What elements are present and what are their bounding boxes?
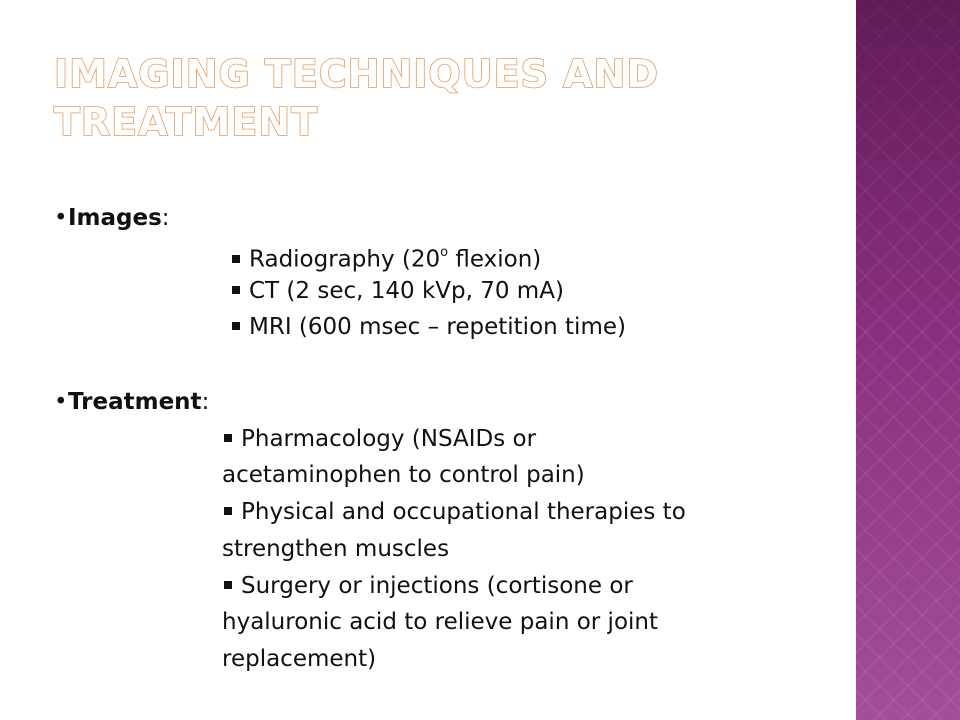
treatment-item-text: Pharmacology (NSAIDs or [241, 426, 537, 452]
treatment-item-text: acetaminophen to control pain) [222, 462, 585, 488]
treatment-item-pharmacology-cont [222, 457, 585, 493]
images-heading: Images [68, 205, 162, 231]
treatment-heading: Treatment [68, 389, 202, 415]
round-bullet-icon: • [54, 389, 68, 415]
treatment-colon: : [201, 389, 210, 415]
degree-superscript: o [440, 245, 449, 260]
square-bullet-icon [224, 581, 232, 589]
treatment-item-text: replacement) [222, 646, 377, 672]
title-line-2: TREATMENT [54, 100, 319, 144]
treatment-item-text: Surgery or injections (cortisone or [241, 573, 633, 599]
treatment-item-therapies-cont [222, 531, 449, 567]
treatment-item-text: Physical and occupational therapies to [241, 499, 686, 525]
treatment-item-therapies [222, 494, 686, 530]
images-item-text: CT (2 sec, 140 kVp, 70 mA) [249, 278, 564, 304]
images-heading-item [54, 200, 170, 236]
title-line-1: IMAGING TECHNIQUES AND [54, 52, 659, 96]
images-item-mri [230, 309, 626, 345]
images-colon: : [161, 205, 170, 231]
square-bullet-icon [224, 434, 232, 442]
square-bullet-icon [232, 286, 240, 294]
decorative-side-band [856, 0, 960, 720]
images-item-text: Radiography (20 [249, 246, 441, 273]
treatment-item-surgery [222, 568, 633, 604]
round-bullet-icon: • [54, 205, 68, 231]
treatment-item-pharmacology [222, 421, 536, 457]
treatment-heading-item [54, 384, 209, 420]
images-item-text: flexion) [448, 246, 542, 273]
treatment-item-surgery-cont-1 [222, 604, 658, 640]
images-item-radiography [230, 237, 541, 278]
square-bullet-icon [232, 255, 240, 263]
images-item-text: MRI (600 msec – repetition time) [249, 314, 626, 340]
treatment-item-text: hyaluronic acid to relieve pain or joint [222, 609, 659, 635]
square-bullet-icon [232, 322, 240, 330]
treatment-item-text: strengthen muscles [222, 536, 450, 562]
treatment-item-surgery-cont-2 [222, 641, 376, 677]
images-item-ct [230, 273, 564, 309]
square-bullet-icon [224, 507, 232, 515]
